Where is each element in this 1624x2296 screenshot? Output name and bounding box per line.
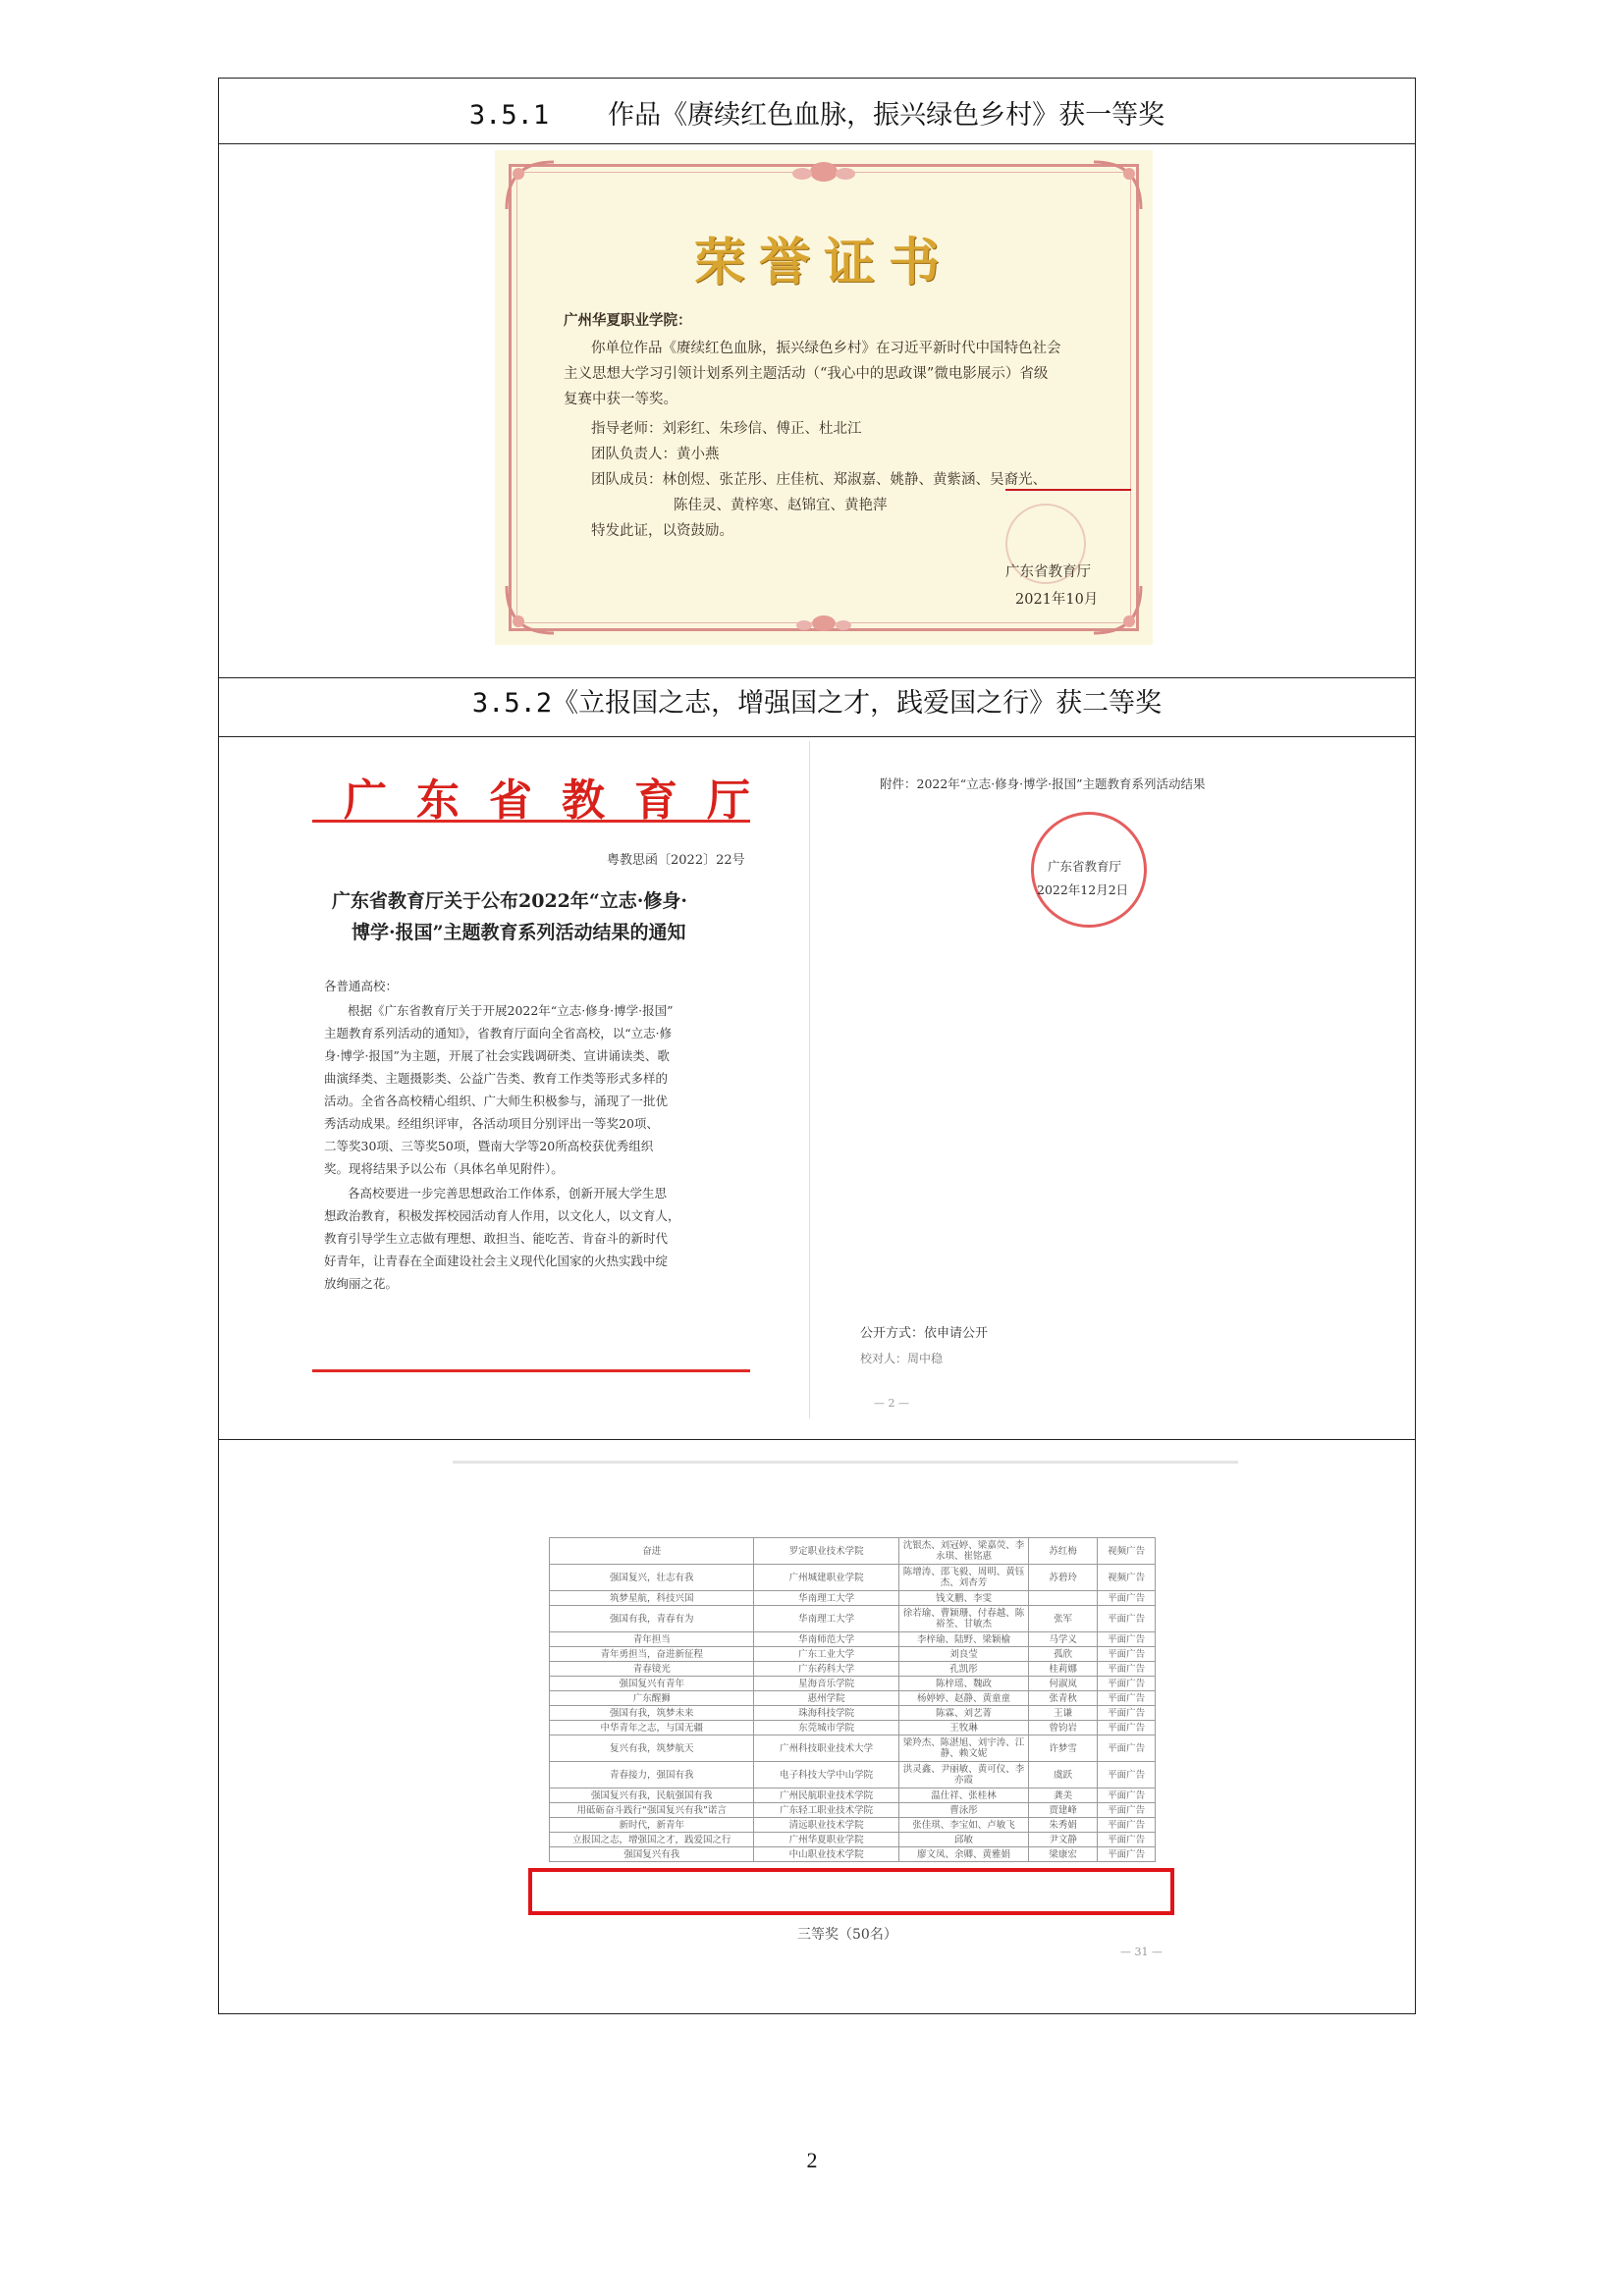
table-cell: 视频广告 [1098, 1565, 1156, 1591]
certificate-recipient: 广州华夏职业学院： [564, 312, 692, 329]
certificate-body-line: 主义思想大学习引领计划系列主题活动（“我心中的思政课”微电影展示）省级 [564, 366, 1049, 382]
notice-paragraph-line: 各高校要进一步完善思想政治工作体系，创新开展大学生思 [348, 1186, 668, 1201]
table-cell: 华南理工大学 [754, 1606, 899, 1632]
certificate-date: 2021年10月 [1015, 592, 1099, 608]
table-cell: 奋进 [550, 1538, 754, 1565]
section-title-text: 作品《赓续红色血脉，振兴绿色乡村》获一等奖 [608, 100, 1165, 131]
table-cell: 平面广告 [1098, 1606, 1156, 1632]
table-cell: 王牧琳 [898, 1721, 1028, 1735]
table-cell: 中华青年之志，与国无疆 [550, 1721, 754, 1735]
table-row [550, 1538, 1156, 1565]
section-number: 3.5.2 [471, 688, 553, 719]
floral-bottom-ornament-icon [775, 610, 873, 639]
notice-paragraph-line: 身·博学·报国”为主题，开展了社会实践调研类、宣讲诵读类、歌 [324, 1048, 670, 1063]
table-cell: 强国复兴有青年 [550, 1677, 754, 1691]
table-cell: 张佳琪、李宝如、卢敏飞 [898, 1818, 1028, 1833]
table-cell: 平面广告 [1098, 1647, 1156, 1662]
section-title-352 [219, 681, 1415, 720]
notice-page-mark: — 2 — [874, 1397, 909, 1410]
table-cell: 强国复兴有我，民航强国有我 [550, 1789, 754, 1803]
results-table [549, 1537, 1156, 1862]
honor-certificate-image [495, 150, 1153, 645]
certificate-members-cont: 陈佳灵、黄梓寒、赵锦宜、黄艳萍 [674, 498, 888, 513]
table-cell [1029, 1591, 1098, 1606]
section-title-351 [219, 93, 1415, 132]
notice-paragraph-line: 二等奖30项、三等奖50项，暨南大学等20所高校获优秀组织 [324, 1139, 654, 1153]
table-cell: 青春镜光 [550, 1662, 754, 1677]
notice-paragraph-line: 活动。全省各高校精心组织、广大师生积极参与，涌现了一批优 [324, 1094, 669, 1108]
table-row [550, 1691, 1156, 1706]
results-table-body [550, 1538, 1156, 1862]
red-header-rule [312, 820, 750, 823]
floral-corner-icon [503, 158, 558, 213]
table-cell: 杨婷婷、赵静、黄童童 [898, 1691, 1028, 1706]
notice-paragraph-line: 教育引导学生立志做有理想、敢担当、能吃苦、肯奋斗的新时代 [324, 1231, 669, 1246]
table-cell: 张青秋 [1029, 1691, 1098, 1706]
table-cell: 孔凯彤 [898, 1662, 1028, 1677]
table-cell: 新时代，新青年 [550, 1818, 754, 1833]
table-row [550, 1662, 1156, 1677]
notice-paragraph-line: 奖。现将结果予以公布（具体名单见附件）。 [324, 1161, 564, 1176]
section-title-text: 《立报国之志，增强国之才，践爱国之行》获二等奖 [552, 688, 1163, 719]
row-divider [219, 677, 1415, 678]
table-cell: 龚美 [1029, 1789, 1098, 1803]
table-cell: 张军 [1029, 1606, 1098, 1632]
table-cell: 梁康宏 [1029, 1847, 1098, 1862]
table-cell: 平面广告 [1098, 1735, 1156, 1762]
table-cell: 强国复兴有我 [550, 1847, 754, 1862]
table-cell: 星海音乐学院 [754, 1677, 899, 1691]
table-cell: 马学义 [1029, 1632, 1098, 1647]
table-cell: 梁羚杰、陈湛旭、刘宇涛、江静、赖文妮 [898, 1735, 1028, 1762]
table-cell: 中山职业技术学院 [754, 1847, 899, 1862]
certificate-leader: 团队负责人：黄小燕 [591, 447, 720, 462]
notice-disclosure: 公开方式：依申请公开 [860, 1326, 989, 1341]
document-table [218, 78, 1416, 2014]
table-cell: 平面广告 [1098, 1833, 1156, 1847]
table-cell: 许梦雪 [1029, 1735, 1098, 1762]
notice-proofreader: 校对人：周中稳 [860, 1352, 944, 1365]
table-row [550, 1803, 1156, 1818]
table-cell: 广东工业大学 [754, 1647, 899, 1662]
table-cell: 王谦 [1029, 1706, 1098, 1721]
table-cell: 曹泳彤 [898, 1803, 1028, 1818]
table-cell: 贾建峰 [1029, 1803, 1098, 1818]
notice-title-line: 广东省教育厅关于公布2022年“立志·修身· [332, 890, 688, 912]
notice-salutation: 各普通高校： [324, 979, 399, 993]
table-cell: 华南师范大学 [754, 1632, 899, 1647]
table-cell: 曾钧岩 [1029, 1721, 1098, 1735]
table-cell: 广州民航职业技术学院 [754, 1789, 899, 1803]
table-row [550, 1735, 1156, 1762]
table-cell: 强国有我，筑梦未来 [550, 1706, 754, 1721]
table-cell: 广东药科大学 [754, 1662, 899, 1677]
table-cell: 强国复兴，壮志有我 [550, 1565, 754, 1591]
table-cell: 电子科技大学中山学院 [754, 1762, 899, 1789]
certificate-heading: 荣誉证书 [693, 233, 953, 293]
notice-page-left [273, 741, 803, 1448]
scan-top-edge [453, 1461, 1238, 1464]
table-cell: 陈增涛、邵飞毅、周明、黄钰杰、刘杏芳 [898, 1565, 1028, 1591]
table-cell: 沈银杰、刘冠婷、梁嘉荧、李永琪、崔铭惠 [898, 1538, 1028, 1565]
table-cell: 广东轻工职业技术学院 [754, 1803, 899, 1818]
row-divider [219, 1439, 1415, 1440]
table-row [550, 1706, 1156, 1721]
table-cell: 东莞城市学院 [754, 1721, 899, 1735]
table-cell: 立报国之志，增强国之才，践爱国之行 [550, 1833, 754, 1847]
table-cell: 平面广告 [1098, 1591, 1156, 1606]
table-cell: 孤欣 [1029, 1647, 1098, 1662]
table-cell: 温仕祥、张桂林 [898, 1789, 1028, 1803]
table-row [550, 1762, 1156, 1789]
table-footer-caption: 三等奖（50名） [797, 1927, 897, 1943]
table-row [550, 1721, 1156, 1735]
table-cell: 平面广告 [1098, 1818, 1156, 1833]
table-cell: 朱秀娟 [1029, 1818, 1098, 1833]
highlight-box [528, 1868, 1174, 1915]
table-cell: 平面广告 [1098, 1662, 1156, 1677]
table-cell: 刘良莹 [898, 1647, 1028, 1662]
notice-paragraph-line: 放绚丽之花。 [324, 1276, 399, 1291]
table-cell: 惠州学院 [754, 1691, 899, 1706]
table-cell: 珠海科技学院 [754, 1706, 899, 1721]
table-cell: 尹文静 [1029, 1833, 1098, 1847]
certificate-body-line: 复赛中获一等奖。 [564, 392, 677, 407]
table-cell: 平面广告 [1098, 1803, 1156, 1818]
table-cell: 苏碧玲 [1029, 1565, 1098, 1591]
notice-date: 2022年12月2日 [1037, 882, 1129, 897]
certificate-closing: 特发此证，以资鼓励。 [591, 523, 733, 539]
table-row [550, 1565, 1156, 1591]
notice-paragraph-line: 想政治教育，积极发挥校园活动育人作用，以文化人，以文育人， [324, 1208, 680, 1223]
table-cell: 陈霖、刘艺菁 [898, 1706, 1028, 1721]
page-separator [809, 741, 810, 1418]
table-row [550, 1606, 1156, 1632]
table-cell: 钱文鹏、李雯 [898, 1591, 1028, 1606]
notice-scan-image [273, 741, 1363, 1448]
notice-paragraph-line: 秀活动成果。经组织评审，各活动项目分别评出一等奖20项、 [324, 1116, 659, 1131]
red-footer-rule [312, 1369, 750, 1372]
table-cell: 何淑岚 [1029, 1677, 1098, 1691]
table-page-mark: — 31 — [1120, 1946, 1163, 1958]
certificate-issuer: 广东省教育厅 [1005, 564, 1091, 580]
floral-top-ornament-icon [775, 154, 873, 189]
table-cell: 广州华夏职业学院 [754, 1833, 899, 1847]
table-row [550, 1632, 1156, 1647]
table-cell: 复兴有我，筑梦航天 [550, 1735, 754, 1762]
notice-page-right [815, 741, 1363, 1448]
table-cell: 用砥砺奋斗践行“强国复兴有我”诺言 [550, 1803, 754, 1818]
table-cell: 廖文凤、余卿、黄雅娟 [898, 1847, 1028, 1862]
table-cell: 青春接力，强国有我 [550, 1762, 754, 1789]
notice-paragraph-line: 曲演绎类、主题摄影类、公益广告类、教育工作类等形式多样的 [324, 1071, 669, 1086]
table-cell: 强国有我，青春有为 [550, 1606, 754, 1632]
floral-corner-icon [503, 582, 558, 637]
table-row [550, 1591, 1156, 1606]
notice-title-line: 博学·报国”主题教育系列活动结果的通知 [352, 922, 686, 943]
table-cell: 华南理工大学 [754, 1591, 899, 1606]
certificate-members: 团队成员：林创煜、张芷彤、庄佳杭、郑淑嘉、姚静、黄紫涵、吴裔光、 [591, 472, 1047, 488]
table-cell: 陈梓瑶、魏政 [898, 1677, 1028, 1691]
table-cell: 平面广告 [1098, 1762, 1156, 1789]
table-cell: 广州城建职业学院 [754, 1565, 899, 1591]
notice-attachment: 附件：2022年“立志·修身·博学·报国”主题教育系列活动结果 [880, 776, 1206, 791]
table-cell: 洪灵鑫、尹丽敏、黄可仪、李亦霞 [898, 1762, 1028, 1789]
row-divider [219, 143, 1415, 144]
notice-paragraph-line: 主题教育系列活动的通知》，省教育厅面向全省高校，以“立志·修 [324, 1026, 673, 1041]
floral-corner-icon [1090, 158, 1145, 213]
table-cell: 平面广告 [1098, 1706, 1156, 1721]
table-cell: 筑梦星航，科技兴国 [550, 1591, 754, 1606]
table-row [550, 1789, 1156, 1803]
table-cell: 青年勇担当，奋进新征程 [550, 1647, 754, 1662]
table-cell: 徐若瑜、曹颖珊、付春越、陈裕荃、甘敏杰 [898, 1606, 1028, 1632]
certificate-advisors: 指导老师：刘彩红、朱珍信、傅正、杜北江 [591, 421, 862, 437]
table-row [550, 1847, 1156, 1862]
table-cell: 桂莉娜 [1029, 1662, 1098, 1677]
table-cell: 平面广告 [1098, 1847, 1156, 1862]
row-divider [219, 736, 1415, 737]
notice-org-header: 广东省教育厅 [344, 775, 780, 826]
table-row [550, 1647, 1156, 1662]
table-cell: 视频广告 [1098, 1538, 1156, 1565]
table-cell: 广东醒狮 [550, 1691, 754, 1706]
table-cell: 广州科技职业技术大学 [754, 1735, 899, 1762]
table-cell: 平面广告 [1098, 1691, 1156, 1706]
table-cell: 苏红梅 [1029, 1538, 1098, 1565]
notice-doc-number: 粤教思函〔2022〕22号 [607, 853, 745, 868]
page-number: 2 [806, 2148, 818, 2172]
table-cell: 虞跃 [1029, 1762, 1098, 1789]
highlight-underline [1005, 489, 1131, 491]
certificate-body-line: 你单位作品《赓续红色血脉，振兴绿色乡村》在习近平新时代中国特色社会 [591, 341, 1061, 356]
table-cell: 平面广告 [1098, 1721, 1156, 1735]
table-cell: 平面广告 [1098, 1632, 1156, 1647]
table-cell: 青年担当 [550, 1632, 754, 1647]
table-row [550, 1818, 1156, 1833]
notice-paragraph-line: 好青年，让青春在全面建设社会主义现代化国家的火热实践中绽 [324, 1254, 669, 1268]
section-number: 3.5.1 [468, 100, 550, 131]
table-cell: 罗定职业技术学院 [754, 1538, 899, 1565]
floral-corner-icon [1090, 582, 1145, 637]
table-row [550, 1833, 1156, 1847]
table-row [550, 1677, 1156, 1691]
table-cell: 平面广告 [1098, 1789, 1156, 1803]
notice-paragraph-line: 根据《广东省教育厅关于开展2022年“立志·修身·博学·报国” [348, 1003, 674, 1018]
notice-issuer: 广东省教育厅 [1048, 859, 1122, 874]
table-cell: 邱敏 [898, 1833, 1028, 1847]
table-cell: 李梓瑜、陆野、梁颖榆 [898, 1632, 1028, 1647]
table-cell: 清远职业技术学院 [754, 1818, 899, 1833]
table-cell: 平面广告 [1098, 1677, 1156, 1691]
